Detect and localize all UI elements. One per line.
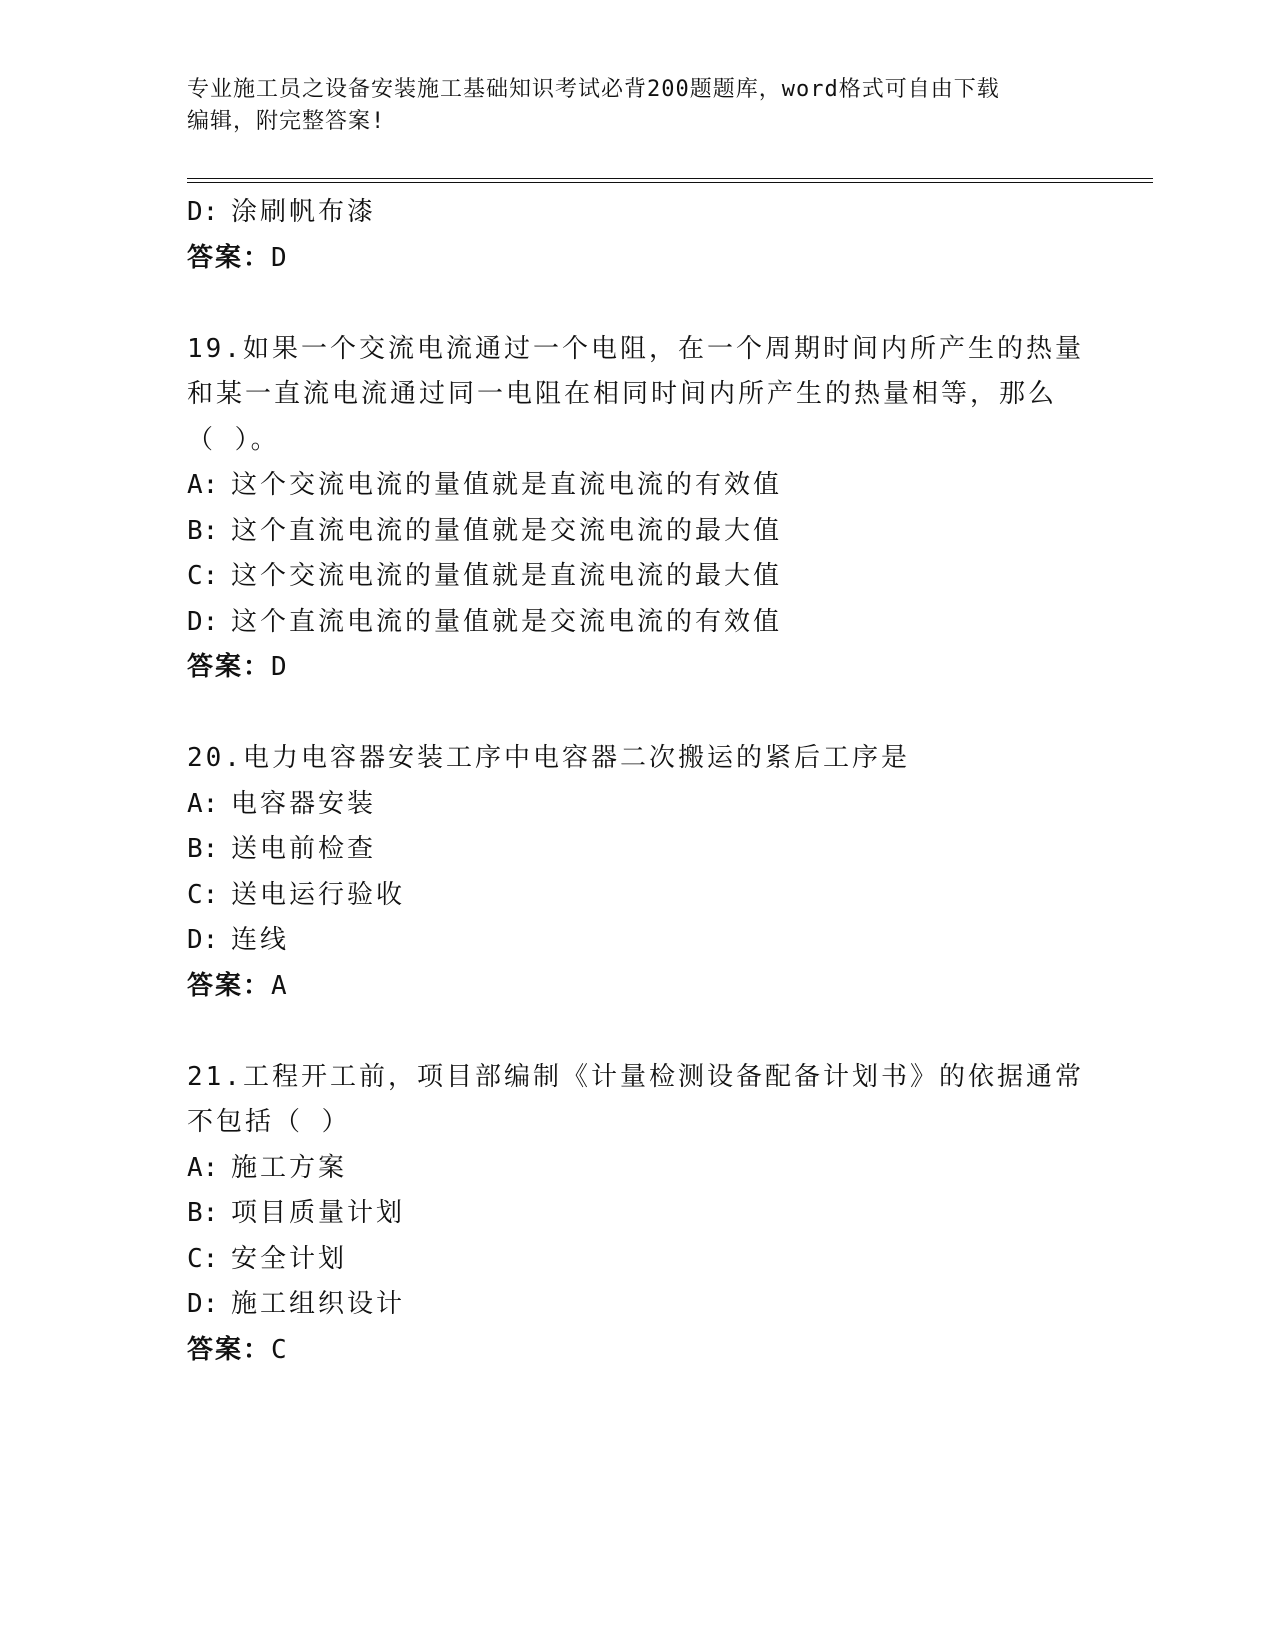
option-text: 这个交流电流的量值就是直流电流的有效值 [231,470,783,500]
answer-label: 答案： [187,242,272,273]
question-21 [187,1055,1087,1374]
option-text: 这个直流电流的量值就是交流电流的最大值 [231,515,783,546]
question-19 [187,327,1087,691]
question-stem-line: 21.工程开工前，项目部编制《计量检测设备配备计划书》的依据通常 [187,1061,1084,1092]
option-letter: C: [187,561,219,591]
option-b [187,827,1087,873]
option-text: 送电运行验收 [231,879,406,910]
option-d [187,600,1087,646]
option-text: 电容器安装 [231,788,377,819]
header-line-1: 专业施工员之设备安装施工基础知识考试必背200题题库，word格式可自由下载 [187,77,1000,102]
spacer [187,691,1087,737]
option-letter: A: [187,788,219,819]
option-text: 涂刷帆布漆 [231,197,377,227]
option-text: 这个直流电流的量值就是交流电流的有效值 [231,606,783,637]
option-letter: D: [187,606,219,637]
header-divider-bottom [187,182,1153,183]
option-letter: D: [187,925,219,955]
question-list [187,190,1087,1373]
answer-label: 答案： [187,970,272,1001]
option-a [187,782,1087,828]
answer-label: 答案： [187,1334,272,1365]
option-text: 施工方案 [231,1152,348,1183]
option-letter: C: [187,879,219,910]
answer-line [187,236,1087,282]
option-c [187,873,1087,919]
answer-value: D [271,652,290,682]
option-c [187,554,1087,600]
option-d [187,1282,1087,1328]
option-text: 施工组织设计 [231,1289,406,1319]
option-b [187,509,1087,555]
option-d [187,918,1087,964]
option-letter: D: [187,1289,219,1319]
option-d [187,190,1087,236]
question-20 [187,736,1087,1009]
option-letter: B: [187,515,219,546]
option-letter: C: [187,1243,219,1274]
answer-value: C [271,1334,290,1365]
option-letter: D: [187,197,219,227]
document-header [187,74,1067,138]
answer-value: D [271,242,290,273]
option-b [187,1191,1087,1237]
question-stem-line: （ ）。 [187,424,280,455]
option-a [187,463,1087,509]
header-divider-top [187,178,1153,179]
option-text: 这个交流电流的量值就是直流电流的最大值 [231,561,783,591]
option-text: 安全计划 [231,1243,348,1274]
option-letter: B: [187,834,219,864]
option-letter: A: [187,1152,219,1183]
answer-label: 答案： [187,652,272,682]
spacer [187,281,1087,327]
option-text: 项目质量计划 [231,1198,406,1228]
option-letter: A: [187,470,219,500]
question-stem-line: 19.如果一个交流电流通过一个电阻，在一个周期时间内所产生的热量 [187,333,1084,364]
header-line-2: 编辑，附完整答案! [187,109,386,134]
question-stem-line: 20.电力电容器安装工序中电容器二次搬运的紧后工序是 [187,743,910,773]
option-text: 连线 [231,925,290,955]
question-stem-line: 不包括（ ） [187,1107,351,1137]
option-a [187,1146,1087,1192]
answer-line [187,1328,1087,1374]
option-letter: B: [187,1198,219,1228]
question-stem-line: 和某一直流电流通过同一电阻在相同时间内所产生的热量相等，那么 [187,379,1058,409]
answer-value: A [271,970,290,1001]
spacer [187,1009,1087,1055]
option-c [187,1237,1087,1283]
answer-line [187,645,1087,691]
option-text: 送电前检查 [231,834,377,864]
answer-line [187,964,1087,1010]
